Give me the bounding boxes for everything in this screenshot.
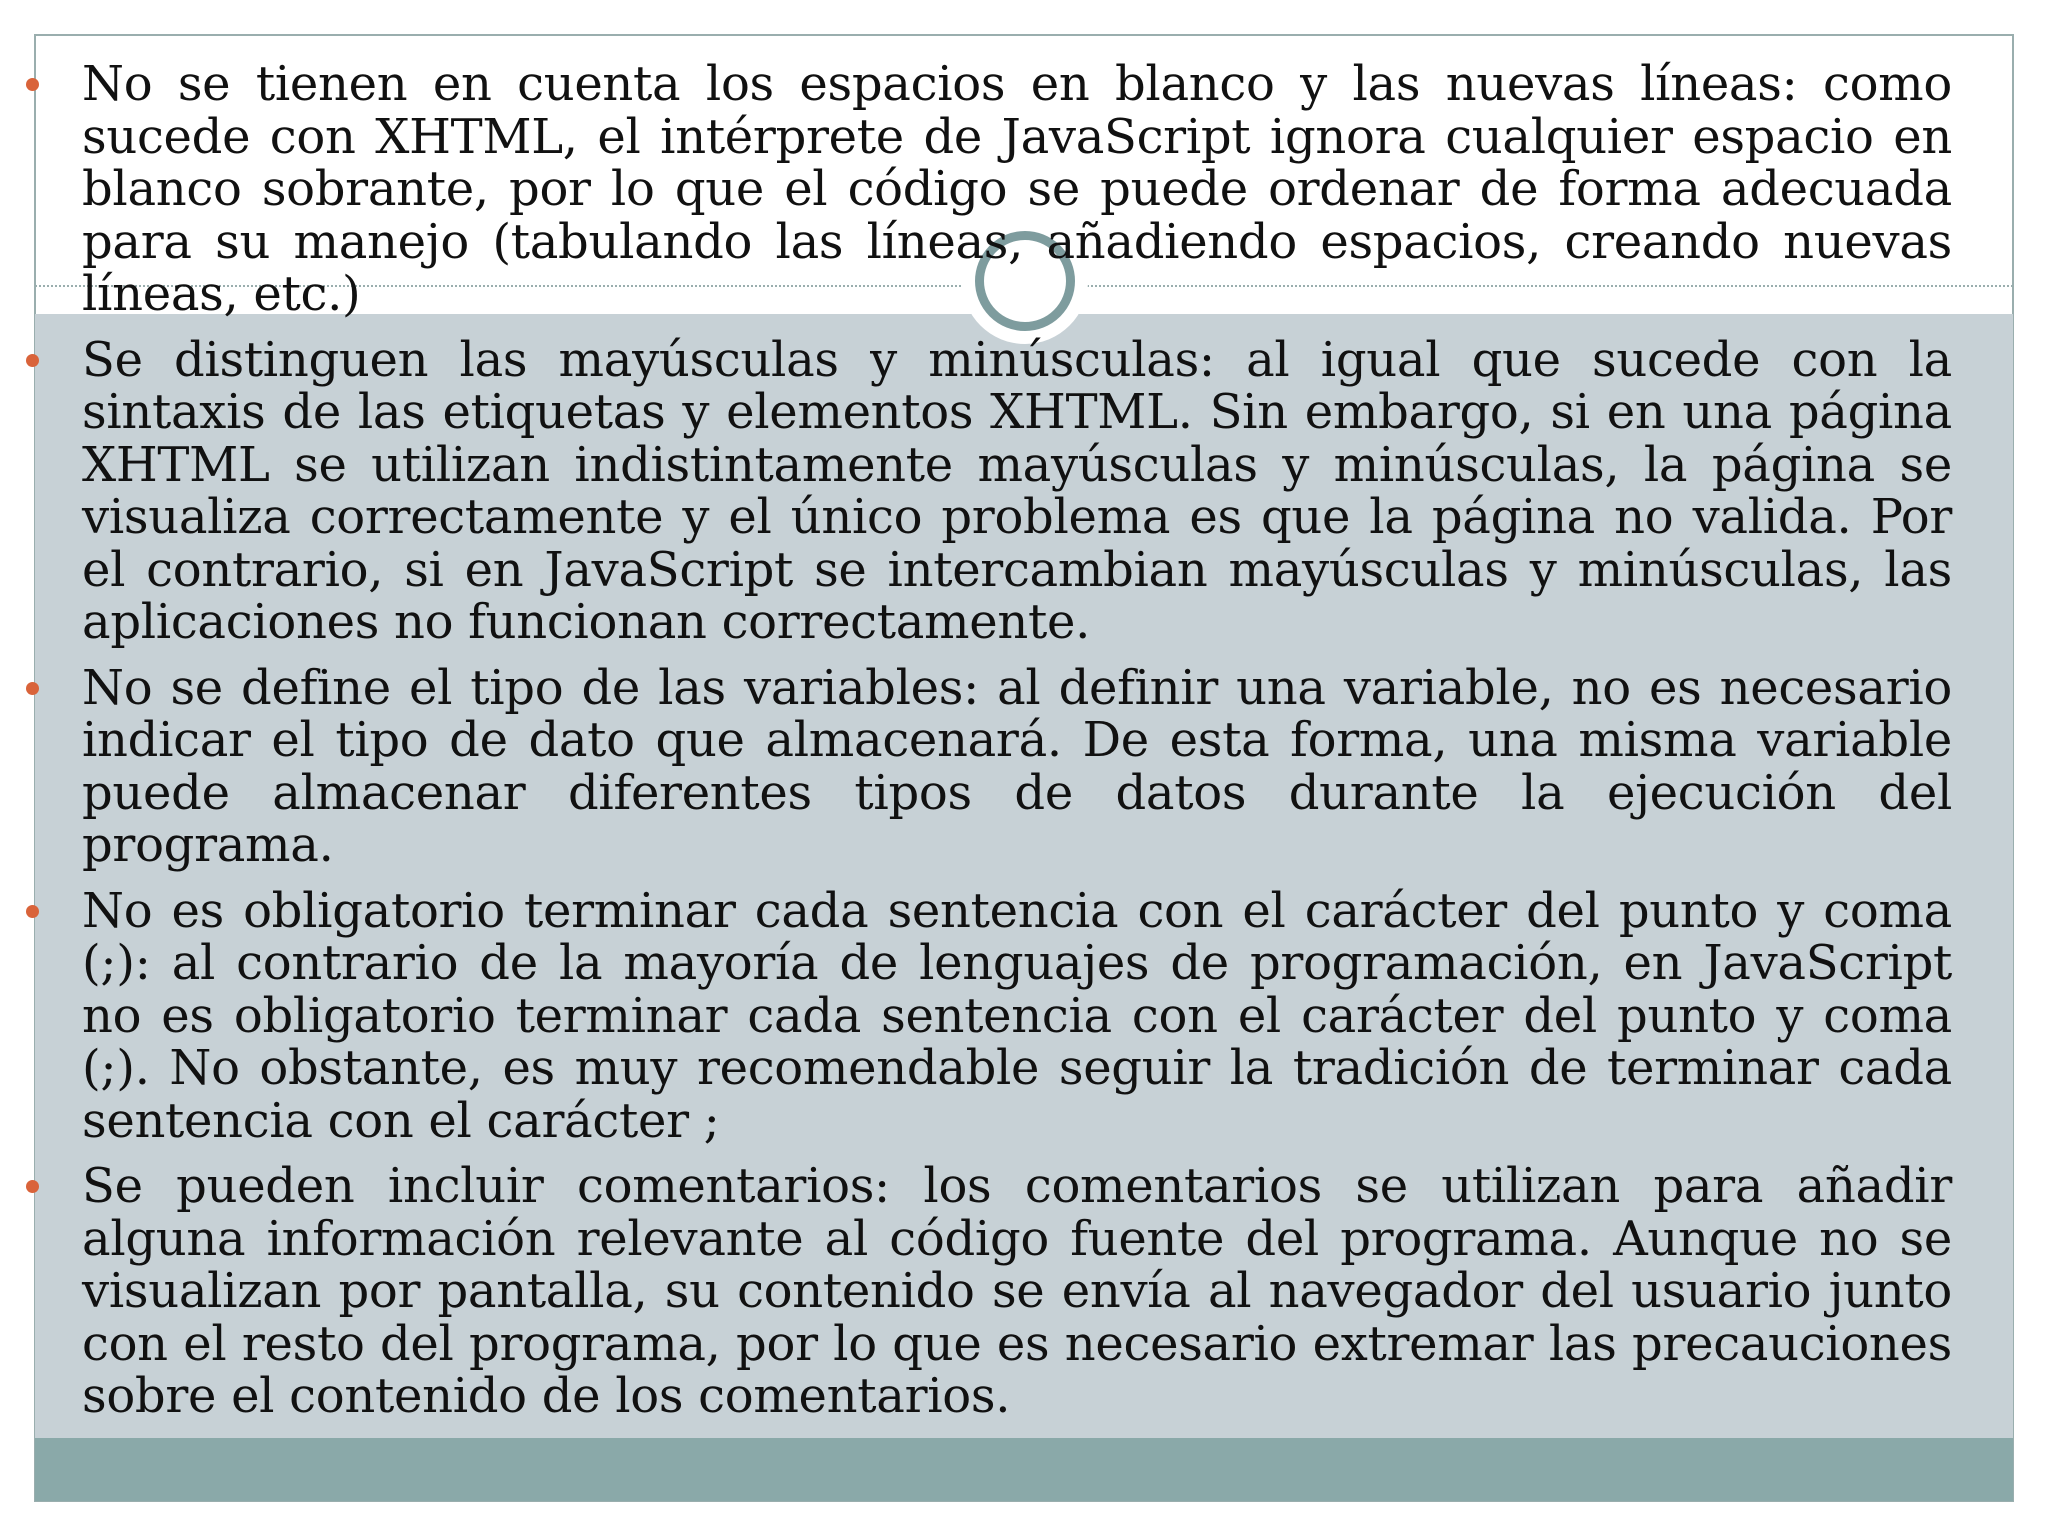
bullet-dot-icon xyxy=(26,1180,39,1193)
bullet-item xyxy=(82,659,1952,873)
bullet-item xyxy=(82,1160,1952,1423)
bullet-text: Se pueden incluir comentarios: los comentarios se utilizan para añadir alguna información relevante al código fuente del programa. Aunque no se visualizan por pantalla, su contenido se envía al navegador del usuario junto con el resto del programa, por lo que es necesario extremar las precauciones sobre el contenido de los comentarios. xyxy=(82,1158,1952,1424)
bullet-item xyxy=(82,58,1952,321)
bullet-dot-icon xyxy=(26,354,39,367)
bullet-dot-icon xyxy=(26,905,39,918)
bullet-item xyxy=(82,882,1952,1149)
bullet-text: No es obligatorio terminar cada sentencia con el carácter del punto y coma (;): al contrario de la mayoría de lenguajes de programación, en JavaScript no es obligatorio terminar cada sentencia con el carácter del punto y coma (;). No obstante, es muy recomendable seguir la tradición de terminar cada sentencia con el carácter ; xyxy=(82,882,1952,1149)
bullet-dot-icon xyxy=(26,78,39,91)
footer-band xyxy=(35,1438,2013,1501)
bullet-list xyxy=(82,58,1952,1436)
bullet-text: Se distinguen las mayúsculas y minúsculas: al igual que sucede con la sintaxis de las etiquetas y elementos XHTML. Sin embargo, si en una página XHTML se utilizan indistintamente mayúsculas y minúsculas, la página se visualiza correctamente y el único problema es que la página no valida. Por el contrario, si en JavaScript se intercambian mayúsculas y minúsculas, las aplicaciones no funcionan correctamente. xyxy=(82,331,1952,650)
bullet-text: No se tienen en cuenta los espacios en blanco y las nuevas líneas: como sucede con XHTML, el intérprete de JavaScript ignora cualquier espacio en blanco sobrante, por lo que el código se puede ordenar de forma adecuada para su manejo (tabulando las líneas, añadiendo espacios, creando nuevas líneas, etc.) xyxy=(82,56,1952,322)
bullet-text: No se define el tipo de las variables: al definir una variable, no es necesario indicar el tipo de dato que almacenará. De esta forma, una misma variable puede almacenar diferentes tipos de datos durante la ejecución del programa. xyxy=(82,659,1952,873)
bullet-dot-icon xyxy=(26,682,39,695)
bullet-item xyxy=(82,331,1952,650)
